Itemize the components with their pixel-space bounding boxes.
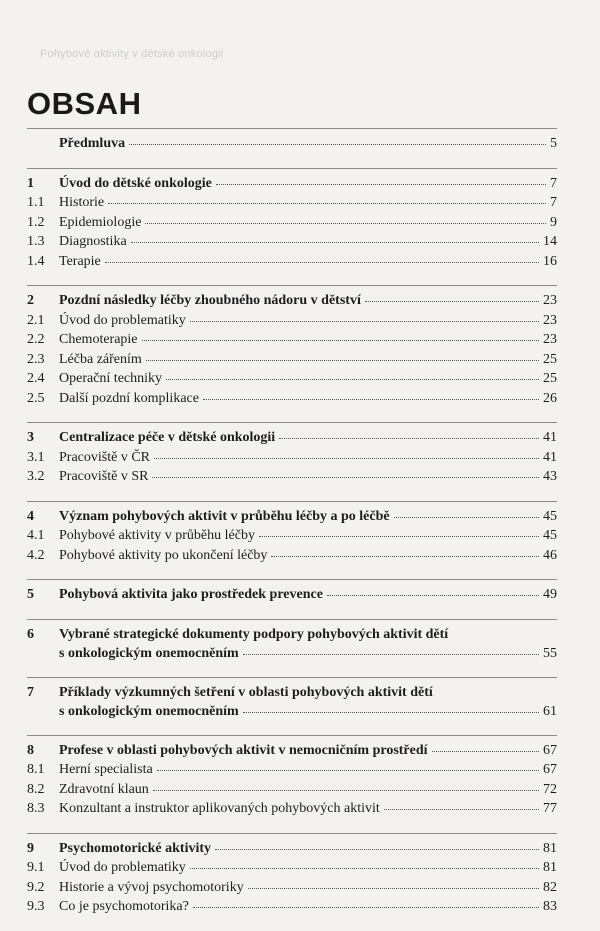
section-gap bbox=[27, 408, 557, 422]
entry-page-number: 41 bbox=[543, 430, 557, 445]
section-gap bbox=[27, 917, 557, 931]
entry-page-number: 72 bbox=[543, 781, 557, 797]
entry-label: Pozdní následky léčby zhoubného nádoru v dětství bbox=[59, 293, 361, 308]
toc-entry[interactable] bbox=[27, 878, 557, 898]
toc-entry[interactable] bbox=[27, 683, 557, 721]
dot-leader bbox=[129, 143, 546, 145]
dot-leader bbox=[203, 398, 539, 400]
dot-leader bbox=[154, 457, 539, 459]
entry-label: Terapie bbox=[59, 253, 101, 269]
section-divider bbox=[27, 285, 557, 286]
entry-page-number: 9 bbox=[550, 214, 557, 230]
dot-leader bbox=[146, 359, 539, 361]
running-head: Pohybové aktivity v dětské onkologii bbox=[40, 48, 224, 60]
entry-number: 2.2 bbox=[27, 332, 45, 347]
entry-page-number: 23 bbox=[543, 332, 557, 347]
toc-entry[interactable] bbox=[27, 193, 557, 213]
entry-page-number: 7 bbox=[550, 175, 557, 191]
section-gap bbox=[27, 605, 557, 619]
entry-label: Profese v oblasti pohybových aktivit v nemocničním prostředí bbox=[59, 742, 428, 758]
entry-line2 bbox=[59, 702, 557, 721]
entry-label: Co je psychomotorika? bbox=[59, 899, 189, 914]
entry-label: Pohybové aktivity po ukončení léčby bbox=[59, 547, 268, 563]
entry-page-number: 41 bbox=[543, 449, 557, 465]
section-divider bbox=[27, 833, 557, 834]
toc-entry[interactable] bbox=[27, 448, 557, 468]
entry-page-number: 23 bbox=[543, 312, 557, 328]
entry-page-number: 25 bbox=[543, 371, 557, 386]
entry-number: 8.2 bbox=[27, 781, 45, 797]
toc-entry[interactable] bbox=[27, 741, 557, 761]
dot-leader bbox=[215, 848, 539, 850]
entry-label-continued: s onkologickým onemocněním bbox=[59, 645, 239, 661]
dot-leader bbox=[259, 535, 539, 537]
entry-label: Pohybová aktivita jako prostředek prevence bbox=[59, 587, 323, 602]
entry-label: Konzultant a instruktor aplikovaných pohybových aktivit bbox=[59, 801, 380, 816]
dot-leader bbox=[142, 339, 539, 341]
toc-entry[interactable] bbox=[27, 389, 557, 409]
entry-text-block bbox=[59, 625, 557, 663]
toc-entry[interactable] bbox=[27, 252, 557, 272]
entry-number: 8.3 bbox=[27, 801, 45, 816]
section-gap bbox=[27, 819, 557, 833]
entry-number: 4.2 bbox=[27, 547, 45, 563]
entry-label: Operační techniky bbox=[59, 371, 163, 386]
entry-number: 2.1 bbox=[27, 312, 45, 328]
toc-entry[interactable] bbox=[27, 585, 557, 605]
entry-number: 2.3 bbox=[27, 351, 45, 367]
entry-label: Význam pohybových aktivit v průběhu léčby a po léčbě bbox=[59, 508, 390, 524]
entry-page-number: 7 bbox=[550, 195, 557, 210]
entry-page-number: 77 bbox=[543, 801, 557, 816]
entry-page-number: 5 bbox=[550, 136, 557, 151]
entry-page-number: 26 bbox=[543, 390, 557, 406]
toc-entry[interactable] bbox=[27, 134, 557, 154]
section-divider bbox=[27, 677, 557, 678]
toc-entry[interactable] bbox=[27, 799, 557, 819]
dot-leader bbox=[243, 653, 539, 655]
toc-entry[interactable] bbox=[27, 311, 557, 331]
toc-entry[interactable] bbox=[27, 858, 557, 878]
page-title: OBSAH bbox=[27, 86, 142, 121]
entry-label: Pracoviště v SR bbox=[59, 469, 149, 484]
dot-leader bbox=[108, 202, 546, 204]
entry-number: 7 bbox=[27, 684, 34, 700]
entry-label-continued: s onkologickým onemocněním bbox=[59, 703, 239, 719]
entry-number: 2 bbox=[27, 293, 34, 308]
dot-leader bbox=[394, 516, 539, 518]
entry-page-number: 45 bbox=[543, 508, 557, 524]
entry-page-number: 81 bbox=[543, 840, 557, 856]
toc-entry[interactable] bbox=[27, 526, 557, 546]
entry-label: Příklady výzkumných šetření v oblasti pohybových aktivit dětí bbox=[59, 684, 433, 700]
section-divider bbox=[27, 168, 557, 169]
toc-entry[interactable] bbox=[27, 839, 557, 859]
entry-page-number: 83 bbox=[543, 899, 557, 914]
entry-page-number: 67 bbox=[543, 742, 557, 758]
toc-entry[interactable] bbox=[27, 467, 557, 487]
entry-number: 3.2 bbox=[27, 469, 45, 484]
dot-leader bbox=[365, 300, 539, 302]
dot-leader bbox=[193, 906, 539, 908]
entry-number: 9.3 bbox=[27, 899, 45, 914]
entry-page-number: 43 bbox=[543, 469, 557, 484]
dot-leader bbox=[153, 789, 539, 791]
entry-page-number: 49 bbox=[543, 587, 557, 602]
section-divider bbox=[27, 735, 557, 736]
section-gap bbox=[27, 721, 557, 735]
entry-page-number: 81 bbox=[543, 860, 557, 875]
entry-label: Zdravotní klaun bbox=[59, 781, 149, 797]
toc-entry[interactable] bbox=[27, 369, 557, 389]
entry-number: 1.1 bbox=[27, 195, 45, 210]
entry-number: 3.1 bbox=[27, 449, 45, 465]
entry-number: 6 bbox=[27, 626, 34, 642]
entry-page-number: 25 bbox=[543, 351, 557, 367]
entry-page-number: 16 bbox=[543, 253, 557, 269]
toc-entry[interactable] bbox=[27, 760, 557, 780]
entry-label: Centralizace péče v dětské onkologii bbox=[59, 430, 276, 445]
entry-line2 bbox=[59, 644, 557, 663]
entry-number: 1 bbox=[27, 175, 34, 191]
dot-leader bbox=[271, 555, 539, 557]
toc-entry[interactable] bbox=[27, 213, 557, 233]
entry-label: Vybrané strategické dokumenty podpory pohybových aktivit dětí bbox=[59, 626, 449, 642]
entry-text-block bbox=[59, 683, 557, 721]
toc-entry[interactable] bbox=[27, 330, 557, 350]
dot-leader bbox=[279, 437, 539, 439]
dot-leader bbox=[432, 750, 539, 752]
entry-label: Herní specialista bbox=[59, 762, 153, 777]
section-gap bbox=[27, 271, 557, 285]
toc-entry[interactable] bbox=[27, 174, 557, 194]
dot-leader bbox=[105, 261, 539, 263]
entry-number: 4 bbox=[27, 508, 34, 524]
entry-label: Chemoterapie bbox=[59, 332, 138, 347]
entry-number: 2.4 bbox=[27, 371, 45, 386]
entry-page-number: 46 bbox=[543, 547, 557, 563]
entry-number: 9.2 bbox=[27, 879, 45, 895]
entry-label: Úvod do problematiky bbox=[59, 312, 186, 328]
toc-entry[interactable] bbox=[27, 291, 557, 311]
entry-label: Léčba zářením bbox=[59, 351, 142, 367]
entry-page-number: 23 bbox=[543, 293, 557, 308]
dot-leader bbox=[131, 241, 539, 243]
dot-leader bbox=[248, 887, 539, 889]
toc-entry[interactable] bbox=[27, 780, 557, 800]
section-divider bbox=[27, 619, 557, 620]
entry-page-number: 55 bbox=[543, 645, 557, 661]
entry-label: Další pozdní komplikace bbox=[59, 390, 199, 406]
dot-leader bbox=[190, 867, 539, 869]
dot-leader bbox=[216, 183, 546, 185]
entry-label: Historie bbox=[59, 195, 105, 210]
entry-label: Úvod do dětské onkologie bbox=[59, 175, 212, 191]
entry-label: Předmluva bbox=[59, 136, 126, 151]
toc-entry[interactable] bbox=[27, 546, 557, 566]
dot-leader bbox=[145, 222, 546, 224]
entry-page-number: 67 bbox=[543, 762, 557, 777]
entry-number: 1.2 bbox=[27, 214, 45, 230]
dot-leader bbox=[152, 476, 539, 478]
section-gap bbox=[27, 663, 557, 677]
toc-entry[interactable] bbox=[27, 897, 557, 917]
entry-number: 4.1 bbox=[27, 528, 45, 543]
entry-page-number: 61 bbox=[543, 703, 557, 719]
entry-number: 8 bbox=[27, 742, 34, 758]
toc-entry[interactable] bbox=[27, 350, 557, 370]
toc-entry[interactable] bbox=[27, 428, 557, 448]
entry-number: 1.4 bbox=[27, 253, 45, 269]
entry-number: 8.1 bbox=[27, 762, 45, 777]
entry-label: Psychomotorické aktivity bbox=[59, 840, 212, 856]
section-divider bbox=[27, 128, 557, 129]
dot-leader bbox=[384, 808, 539, 810]
dot-leader bbox=[190, 320, 539, 322]
entry-number: 3 bbox=[27, 430, 34, 445]
dot-leader bbox=[243, 711, 539, 713]
toc-entry[interactable] bbox=[27, 507, 557, 527]
table-of-contents bbox=[27, 128, 557, 931]
section-divider bbox=[27, 579, 557, 580]
dot-leader bbox=[157, 769, 539, 771]
entry-page-number: 14 bbox=[543, 234, 557, 249]
entry-number: 9 bbox=[27, 840, 34, 856]
section-gap bbox=[27, 565, 557, 579]
entry-label: Úvod do problematiky bbox=[59, 860, 186, 875]
dot-leader bbox=[327, 594, 539, 596]
entry-label: Epidemiologie bbox=[59, 214, 142, 230]
entry-label: Diagnostika bbox=[59, 234, 127, 249]
section-divider bbox=[27, 422, 557, 423]
entry-number: 2.5 bbox=[27, 390, 45, 406]
toc-entry[interactable] bbox=[27, 232, 557, 252]
entry-label: Pracoviště v ČR bbox=[59, 449, 150, 465]
entry-label: Pohybové aktivity v průběhu léčby bbox=[59, 528, 255, 543]
entry-number: 9.1 bbox=[27, 860, 45, 875]
entry-page-number: 45 bbox=[543, 528, 557, 543]
section-gap bbox=[27, 487, 557, 501]
entry-number: 1.3 bbox=[27, 234, 45, 249]
section-divider bbox=[27, 501, 557, 502]
entry-label: Historie a vývoj psychomotoriky bbox=[59, 879, 244, 895]
entry-page-number: 82 bbox=[543, 879, 557, 895]
entry-number: 5 bbox=[27, 587, 34, 602]
section-gap bbox=[27, 154, 557, 168]
toc-entry[interactable] bbox=[27, 625, 557, 663]
dot-leader bbox=[166, 378, 539, 380]
